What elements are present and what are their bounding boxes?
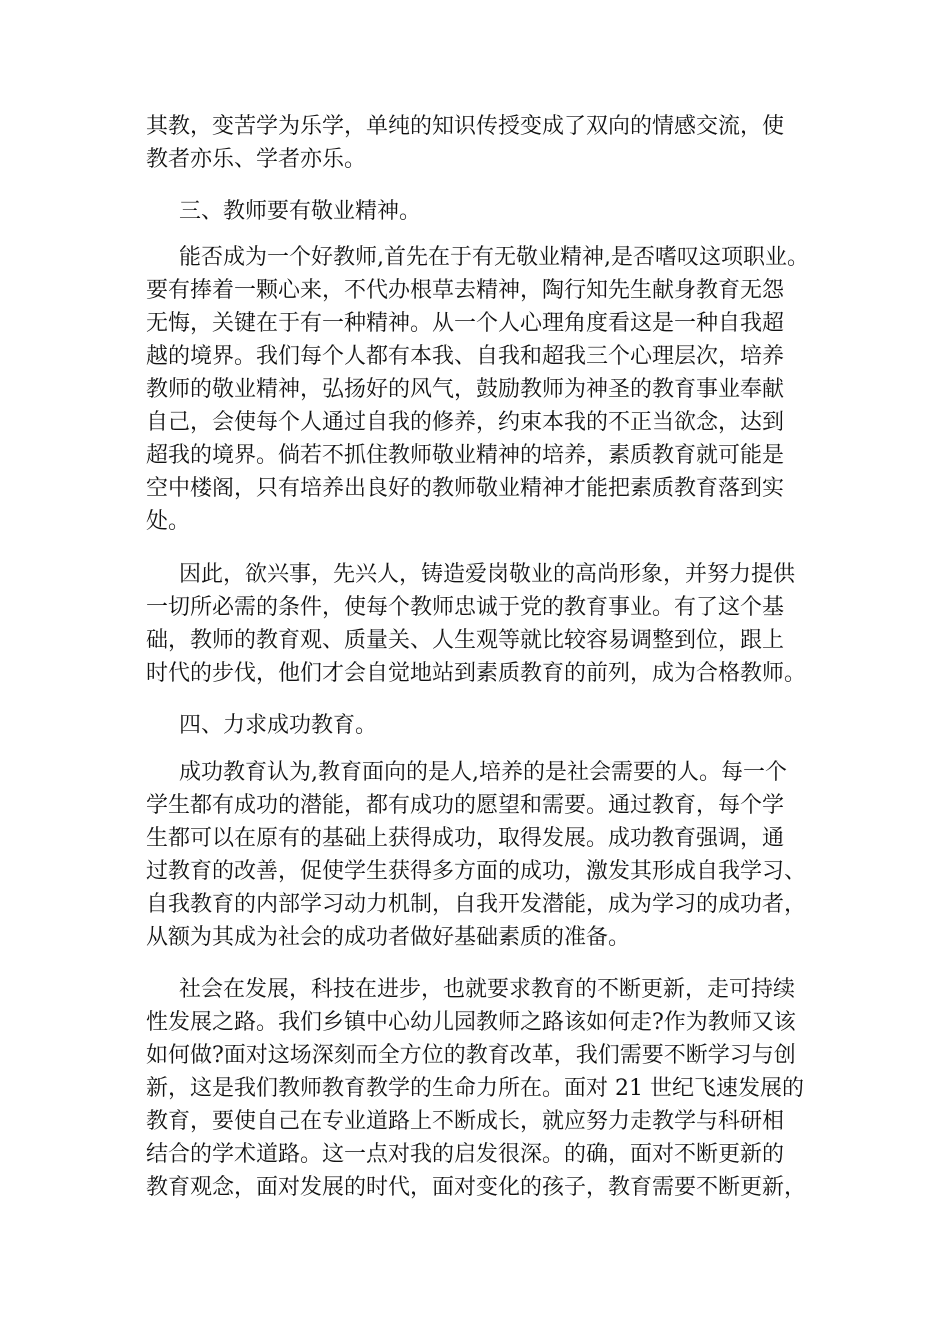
paragraph-3-line-4: 时代的步伐，他们才会自觉地站到素质教育的前列，成为合格教师。 (146, 661, 807, 686)
paragraph-1-line-1: 其教，变苦学为乐学，单纯的知识传授变成了双向的情感交流，使 (146, 114, 785, 139)
paragraph-4-line-4: 过教育的改善，促使学生获得多方面的成功，激发其形成自我学习、 (146, 859, 807, 884)
paragraph-5-line-7: 教育观念，面对发展的时代，面对变化的孩子，教育需要不断更新， (146, 1175, 807, 1200)
paragraph-5-line-2: 性发展之路。我们乡镇中心幼儿园教师之路该如何走?作为教师又该 (146, 1010, 796, 1035)
paragraph-4-line-6: 从额为其成为社会的成功者做好基础素质的准备。 (146, 925, 631, 950)
paragraph-3-line-2: 一切所必需的条件，使每个教师忠诚于党的教育事业。有了这个基 (146, 595, 785, 620)
paragraph-1-line-2: 教者亦乐、学者亦乐。 (146, 147, 367, 172)
paragraph-4-line-2: 学生都有成功的潜能，都有成功的愿望和需要。通过教育，每个学 (146, 793, 785, 818)
paragraph-4-line-3: 生都可以在原有的基础上获得成功，取得发展。成功教育强调，通 (146, 826, 785, 851)
paragraph-5-line-3: 如何做?面对这场深刻而全方位的教育改革，我们需要不断学习与创 (146, 1043, 796, 1068)
paragraph-5-line-4: 新，这是我们教师教育教学的生命力所在。面对 21 世纪飞速发展的 (146, 1076, 804, 1101)
paragraph-2-line-6: 自己，会使每个人通过自我的修养，约束本我的不正当欲念，达到 (146, 410, 785, 435)
paragraph-3-line-3: 础，教师的教育观、质量关、人生观等就比较容易调整到位，跟上 (146, 628, 785, 653)
paragraph-5-line-5: 教育，要使自己在专业道路上不断成长，就应努力走教学与科研相 (146, 1109, 785, 1134)
paragraph-2-line-9: 处。 (146, 509, 191, 534)
paragraph-4-line-1: 成功教育认为,教育面向的是人,培养的是社会需要的人。每一个 (179, 760, 787, 785)
paragraph-2-line-3: 无悔，关键在于有一种精神。从一个人心理角度看这是一种自我超 (146, 311, 785, 336)
paragraph-2-line-4: 越的境界。我们每个人都有本我、自我和超我三个心理层次，培养 (146, 344, 785, 369)
section-heading-4: 四、力求成功教育。 (179, 713, 378, 738)
paragraph-5-line-1: 社会在发展，科技在进步，也就要求教育的不断更新，走可持续 (179, 977, 796, 1002)
paragraph-4-line-5: 自我教育的内部学习动力机制，自我开发潜能，成为学习的成功者， (146, 892, 807, 917)
paragraph-2-line-1: 能否成为一个好教师,首先在于有无敬业精神,是否嗜叹这项职业。 (179, 245, 809, 270)
paragraph-3-line-1: 因此，欲兴事，先兴人，铸造爱岗敬业的高尚形象，并努力提供 (179, 562, 796, 587)
paragraph-5-line-6: 结合的学术道路。这一点对我的启发很深。的确，面对不断更新的 (146, 1142, 785, 1167)
paragraph-2-line-8: 空中楼阁，只有培养出良好的教师敬业精神才能把素质教育落到实 (146, 476, 785, 501)
paragraph-2-line-5: 教师的敬业精神，弘扬好的风气，鼓励教师为神圣的教育事业奉献 (146, 377, 785, 402)
section-heading-3: 三、教师要有敬业精神。 (179, 199, 422, 224)
paragraph-2-line-7: 超我的境界。倘若不抓住教师敬业精神的培养，素质教育就可能是 (146, 443, 785, 468)
paragraph-2-line-2: 要有捧着一颗心来，不代办根草去精神，陶行知先生献身教育无怨 (146, 278, 785, 303)
